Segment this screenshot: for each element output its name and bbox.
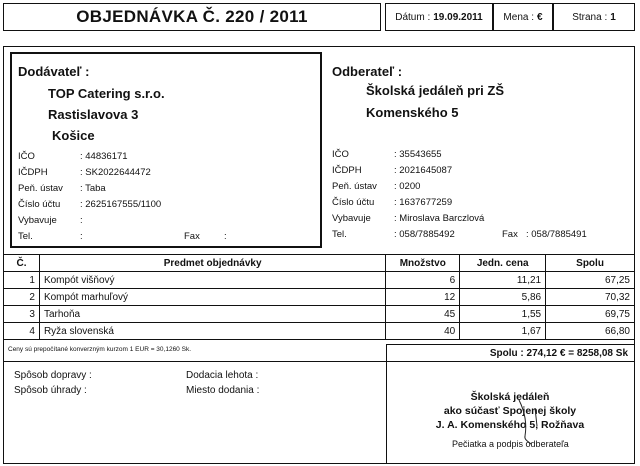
transport-label: Spôsob dopravy : xyxy=(14,370,92,381)
field-label: Číslo účtu xyxy=(18,199,61,210)
supplier-street: Rastislavova 3 xyxy=(48,107,139,122)
col-header-total: Spolu xyxy=(546,255,635,272)
col-header-qty: Množstvo xyxy=(386,255,460,272)
stamp-line-1: Školská jedáleň xyxy=(470,391,550,403)
supplier-box xyxy=(10,52,322,248)
field-value: : xyxy=(80,215,83,226)
row-qty: 12 xyxy=(386,289,460,306)
field-value: : 0200 xyxy=(394,181,421,192)
payment-label: Spôsob úhrady : xyxy=(14,385,87,396)
row-item: Kompót marhuľový xyxy=(39,289,385,306)
row-qty: 40 xyxy=(386,323,460,340)
field-label: Peň. ústav xyxy=(332,181,377,192)
date-cell xyxy=(385,3,493,31)
row-qty: 45 xyxy=(386,306,460,323)
col-header-item: Predmet objednávky xyxy=(39,255,385,272)
field-value: : xyxy=(80,231,83,242)
currency-cell xyxy=(493,3,553,31)
table-row xyxy=(4,289,635,306)
footer-divider-line xyxy=(3,361,635,362)
field-label: IČO xyxy=(18,151,35,162)
field-label: Vybavuje xyxy=(18,215,57,226)
supplier-city: Košice xyxy=(52,128,95,143)
items-table xyxy=(3,254,635,340)
row-price: 11,21 xyxy=(460,272,546,289)
col-header-price: Jedn. cena xyxy=(460,255,546,272)
field-value: : 35543655 xyxy=(394,149,442,160)
customer-fax-value: : 058/7885491 xyxy=(526,229,587,240)
field-label: IČDPH xyxy=(18,167,48,178)
customer-heading: Odberateľ : xyxy=(332,64,403,79)
stamp-line-3: J. A. Komenského 5, Rožňava xyxy=(435,419,585,431)
page-value: 1 xyxy=(610,11,616,23)
field-label: IČO xyxy=(332,149,349,160)
row-total: 70,32 xyxy=(546,289,635,306)
conversion-note: Ceny sú prepočítané konverzným kurzom 1 EUR = 30,1260 Sk. xyxy=(8,346,191,353)
field-value: : 1637677259 xyxy=(394,197,453,208)
field-value: : 2021645087 xyxy=(394,165,453,176)
currency-label: Mena : xyxy=(503,11,534,23)
delivery-time-label: Dodacia lehota : xyxy=(186,370,259,381)
row-total: 69,75 xyxy=(546,306,635,323)
supplier-heading: Dodávateľ : xyxy=(18,64,90,79)
row-price: 1,67 xyxy=(460,323,546,340)
field-label: IČDPH xyxy=(332,165,362,176)
field-label: Peň. ústav xyxy=(18,183,63,194)
document-title: OBJEDNÁVKA Č. 220 / 2011 xyxy=(3,3,381,31)
field-label: Tel. xyxy=(332,229,347,240)
customer-fax-label: Fax xyxy=(502,229,518,240)
row-number: 2 xyxy=(4,289,40,306)
grand-total: Spolu : 274,12 € = 8258,08 Sk xyxy=(386,344,635,362)
supplier-fax-label: Fax xyxy=(184,231,200,242)
field-value: : 44836171 xyxy=(80,151,128,162)
field-label: Číslo účtu xyxy=(332,197,375,208)
row-qty: 6 xyxy=(386,272,460,289)
field-value: : Taba xyxy=(80,183,106,194)
row-number: 3 xyxy=(4,306,40,323)
table-row xyxy=(4,272,635,289)
row-price: 1,55 xyxy=(460,306,546,323)
customer-street: Komenského 5 xyxy=(366,105,459,120)
field-value: : SK2022644472 xyxy=(80,167,151,178)
supplier-fax-value: : xyxy=(224,231,227,242)
table-row xyxy=(4,323,635,340)
field-value: : 058/7885492 xyxy=(394,229,455,240)
field-label: Vybavuje xyxy=(332,213,371,224)
customer-box xyxy=(324,52,632,248)
row-total: 67,25 xyxy=(546,272,635,289)
stamp-line-2: ako súčasť Spojenej školy xyxy=(443,405,577,417)
col-header-no: Č. xyxy=(4,255,40,272)
row-number: 1 xyxy=(4,272,40,289)
supplier-name: TOP Catering s.r.o. xyxy=(48,86,165,101)
row-item: Ryža slovenská xyxy=(39,323,385,340)
delivery-place-label: Miesto dodania : xyxy=(186,385,260,396)
field-value: : 2625167555/1100 xyxy=(80,199,162,210)
currency-value: € xyxy=(537,11,543,23)
date-label: Dátum : xyxy=(395,11,431,23)
table-header-row xyxy=(4,255,635,272)
row-item: Kompót višňový xyxy=(39,272,385,289)
stamp-caption: Pečiatka a podpis odberateľa xyxy=(452,439,569,449)
row-item: Tarhoňa xyxy=(39,306,385,323)
table-row xyxy=(4,306,635,323)
page-cell xyxy=(553,3,635,31)
date-value: 19.09.2011 xyxy=(433,11,483,23)
field-label: Tel. xyxy=(18,231,33,242)
customer-name: Školská jedáleň pri ZŠ xyxy=(366,83,504,98)
row-price: 5,86 xyxy=(460,289,546,306)
row-number: 4 xyxy=(4,323,40,340)
page-label: Strana : xyxy=(572,11,608,23)
field-value: : Miroslava Barczlová xyxy=(394,213,485,224)
footer-vertical-divider xyxy=(386,362,387,464)
row-total: 66,80 xyxy=(546,323,635,340)
